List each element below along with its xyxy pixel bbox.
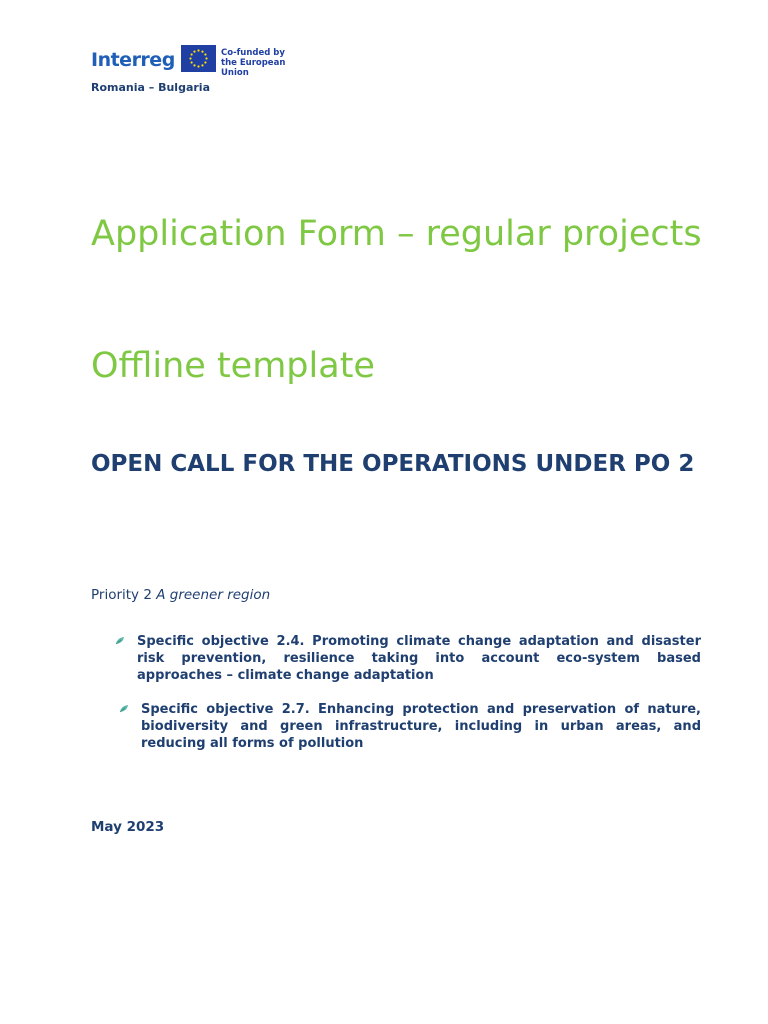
priority-label: Priority 2 bbox=[91, 587, 152, 603]
leaf-bullet-icon bbox=[119, 704, 129, 714]
objective-item: Specific objective 2.4. Promoting climate change adaptation and disaster risk prevention, resilience taking into account eco-system based approaches – climate change adaptation bbox=[137, 634, 701, 683]
cofunded-label bbox=[221, 48, 301, 78]
logo-text: Interreg bbox=[91, 49, 175, 71]
priority-line bbox=[91, 587, 270, 603]
cofunded-line-2: the European Union bbox=[221, 58, 286, 78]
objective-item: Specific objective 2.7. Enhancing protection and preservation of nature, biodiversity and green infrastructure, including in urban areas, and reducing all forms of pollution bbox=[141, 702, 701, 751]
program-name: Romania – Bulgaria bbox=[91, 81, 210, 94]
eu-flag-icon bbox=[181, 45, 216, 72]
call-heading: OPEN CALL FOR THE OPERATIONS UNDER PO 2 bbox=[91, 451, 695, 477]
priority-name: A greener region bbox=[156, 587, 271, 603]
interreg-logo bbox=[91, 44, 301, 96]
document-date: May 2023 bbox=[91, 819, 165, 835]
leaf-bullet-icon bbox=[115, 636, 125, 646]
document-subtitle: Offline template bbox=[91, 346, 375, 386]
cofunded-line-1: Co-funded by bbox=[221, 48, 285, 58]
document-title: Application Form – regular projects bbox=[91, 214, 702, 254]
